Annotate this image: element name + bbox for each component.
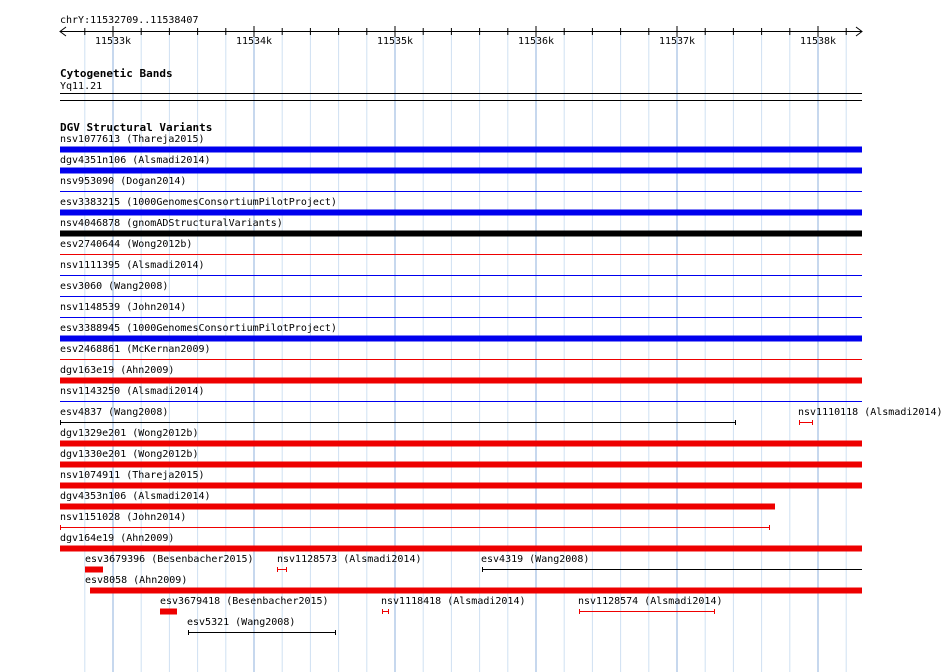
feature-label[interactable]: esv2740644 (Wong2012b)	[60, 239, 193, 250]
ruler-tick-label: 11536k	[517, 36, 555, 47]
feature-label[interactable]: esv3679418 (Besenbacher2015)	[160, 596, 329, 607]
feature-label[interactable]: nsv1128573 (Alsmadi2014)	[277, 554, 422, 565]
feature-bar[interactable]	[60, 483, 862, 489]
feature-label[interactable]: dgv4351n106 (Alsmadi2014)	[60, 155, 211, 166]
cytoband-track-line-top	[60, 93, 862, 94]
feature-label[interactable]: esv5321 (Wang2008)	[187, 617, 296, 628]
feature-label[interactable]: dgv4353n106 (Alsmadi2014)	[60, 491, 211, 502]
feature-label[interactable]: nsv1118418 (Alsmadi2014)	[381, 596, 526, 607]
feature-label[interactable]: nsv1111395 (Alsmadi2014)	[60, 260, 205, 271]
feature-label[interactable]: dgv1329e201 (Wong2012b)	[60, 428, 199, 439]
feature-label[interactable]: esv2468861 (McKernan2009)	[60, 344, 211, 355]
feature-label[interactable]: dgv163e19 (Ahn2009)	[60, 365, 175, 376]
feature-label[interactable]: nsv1143250 (Alsmadi2014)	[60, 386, 205, 397]
feature-bar[interactable]	[60, 462, 862, 468]
feature-bar[interactable]	[60, 504, 775, 510]
feature-label[interactable]: esv3060 (Wang2008)	[60, 281, 169, 292]
feature-bar[interactable]	[60, 168, 862, 174]
cytoband-label[interactable]: Yq11.21	[60, 81, 103, 92]
feature-label[interactable]: esv3383215 (1000GenomesConsortiumPilotProject)	[60, 197, 337, 208]
dgv-track-title: DGV Structural Variants	[60, 121, 213, 134]
feature-bar[interactable]	[90, 588, 862, 594]
feature-label[interactable]: dgv164e19 (Ahn2009)	[60, 533, 175, 544]
feature-label[interactable]: nsv1128574 (Alsmadi2014)	[578, 596, 723, 607]
feature-bar[interactable]	[60, 147, 862, 153]
feature-bar[interactable]	[60, 336, 862, 342]
feature-label[interactable]: nsv1151028 (John2014)	[60, 512, 187, 523]
feature-label[interactable]: nsv1077613 (Thareja2015)	[60, 134, 205, 145]
feature-bar[interactable]	[60, 378, 862, 384]
feature-label[interactable]: esv3679396 (Besenbacher2015)	[85, 554, 254, 565]
ruler-tick-label: 11534k	[235, 36, 273, 47]
ruler-tick-label: 11537k	[658, 36, 696, 47]
feature-bar[interactable]	[60, 231, 862, 237]
ruler-range-label: chrY:11532709..11538407	[60, 15, 199, 26]
feature-bar[interactable]	[60, 210, 862, 216]
feature-label[interactable]: dgv1330e201 (Wong2012b)	[60, 449, 199, 460]
cytobands-track-title: Cytogenetic Bands	[60, 67, 173, 80]
feature-label[interactable]: esv3388945 (1000GenomesConsortiumPilotProject)	[60, 323, 337, 334]
cytoband-track-line-bottom	[60, 100, 862, 101]
feature-label[interactable]: esv4837 (Wang2008)	[60, 407, 169, 418]
feature-label[interactable]: nsv1074911 (Thareja2015)	[60, 470, 205, 481]
feature-bar[interactable]	[60, 441, 862, 447]
feature-bar[interactable]	[60, 546, 862, 552]
feature-label[interactable]: nsv1148539 (John2014)	[60, 302, 187, 313]
feature-label[interactable]: nsv4046878 (gnomADStructuralVariants)	[60, 218, 283, 229]
ruler-tick-label: 11535k	[376, 36, 414, 47]
feature-label[interactable]: nsv1110118 (Alsmadi2014)	[798, 407, 943, 418]
feature-label[interactable]: esv8058 (Ahn2009)	[85, 575, 188, 586]
feature-bar[interactable]	[160, 609, 177, 615]
feature-label[interactable]: esv4319 (Wang2008)	[481, 554, 590, 565]
feature-label[interactable]: nsv953090 (Dogan2014)	[60, 176, 187, 187]
ruler-tick-label: 11538k	[799, 36, 837, 47]
feature-bar[interactable]	[85, 567, 103, 573]
ruler-tick-label: 11533k	[94, 36, 132, 47]
